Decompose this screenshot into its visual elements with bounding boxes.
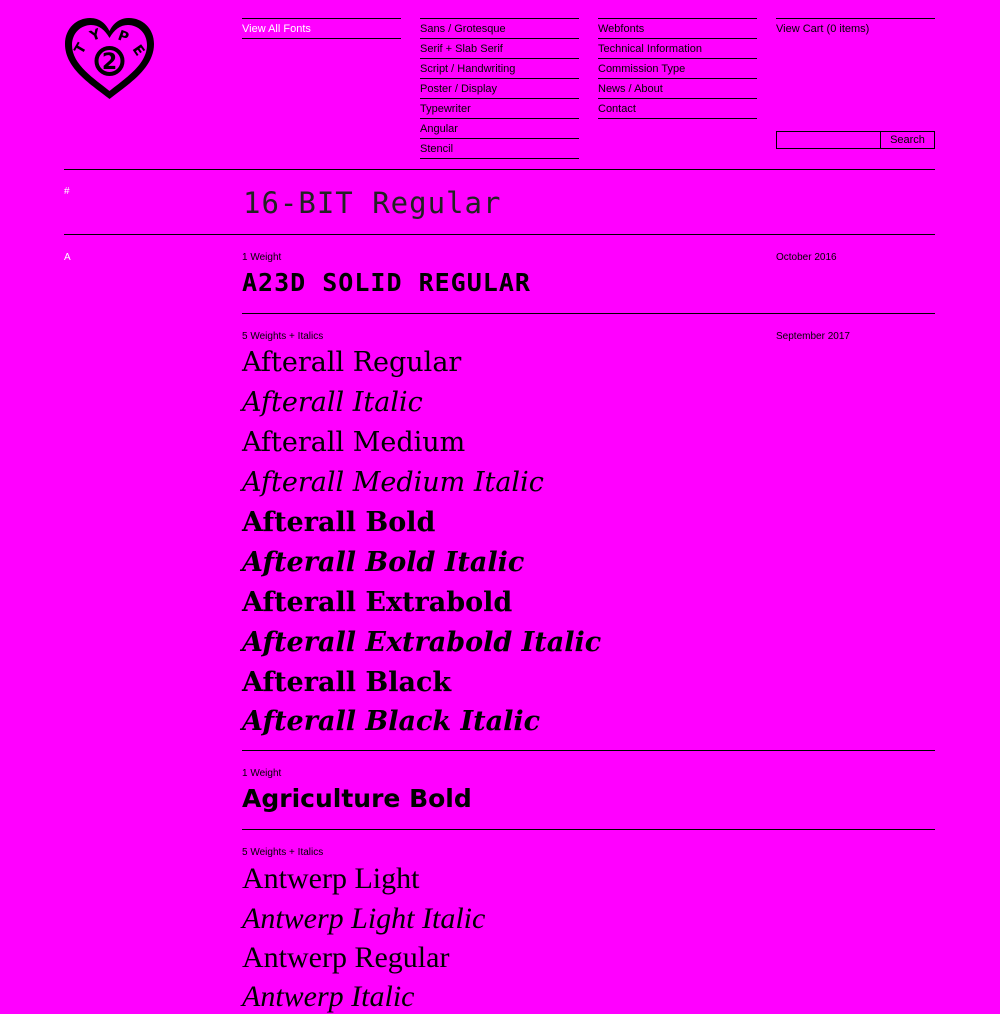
nav-item-typewriter[interactable]: Typewriter (420, 98, 579, 118)
font-featured-16-bit-regular[interactable]: 16-BIT Regular (243, 186, 502, 220)
nav-column-cart (776, 18, 935, 38)
nav-item-stencil[interactable]: Stencil (420, 138, 579, 159)
search-button[interactable]: Search (880, 131, 935, 149)
font-style-afterall-extrabold[interactable]: Afterall Extrabold (242, 587, 513, 618)
font-style-afterall-italic[interactable]: Afterall Italic (242, 387, 423, 418)
nav-item-webfonts[interactable]: Webfonts (598, 18, 757, 38)
font-style-antwerp-regular[interactable]: Antwerp Regular (242, 941, 450, 974)
divider (242, 829, 935, 830)
section-letter-hash: # (64, 186, 70, 197)
font-style-antwerp-light[interactable]: Antwerp Light (242, 862, 420, 895)
family-weights-label: 5 Weights + Italics (242, 847, 324, 858)
font-style-afterall-bold-italic[interactable]: Afterall Bold Italic (242, 547, 525, 578)
nav-column-categories (420, 18, 579, 159)
font-style-afterall-black-italic[interactable]: Afterall Black Italic (242, 706, 541, 737)
svg-text:E: E (128, 42, 148, 60)
nav-column-info (598, 18, 757, 119)
font-style-afterall-bold[interactable]: Afterall Bold (242, 507, 436, 538)
divider (64, 169, 935, 170)
nav-item-sans-grotesque[interactable]: Sans / Grotesque (420, 18, 579, 38)
font-style-afterall-regular[interactable]: Afterall Regular (242, 347, 462, 378)
nav-item-technical-information[interactable]: Technical Information (598, 38, 757, 58)
svg-text:Y: Y (87, 26, 103, 45)
nav-item-commission-type[interactable]: Commission Type (598, 58, 757, 78)
nav-item-poster-display[interactable]: Poster / Display (420, 78, 579, 98)
type-2-heart-logo-icon[interactable] (62, 15, 157, 103)
font-style-afterall-medium-italic[interactable]: Afterall Medium Italic (242, 467, 544, 498)
font-style-a23d-solid-regular[interactable]: A23D SOLID REGULAR (242, 268, 531, 297)
nav-item-script-handwriting[interactable]: Script / Handwriting (420, 58, 579, 78)
svg-text:T: T (71, 40, 91, 57)
font-style-afterall-extrabold-italic[interactable]: Afterall Extrabold Italic (242, 627, 602, 658)
nav-item-view-all-fonts[interactable]: View All Fonts (242, 18, 401, 39)
font-style-agriculture-bold[interactable]: Agriculture Bold (242, 784, 472, 813)
family-weights-label: 5 Weights + Italics (242, 331, 324, 342)
svg-text:P: P (115, 27, 131, 47)
nav-item-contact[interactable]: Contact (598, 98, 757, 119)
divider (242, 750, 935, 751)
nav-item-serif-slab-serif[interactable]: Serif + Slab Serif (420, 38, 579, 58)
font-style-afterall-medium[interactable]: Afterall Medium (242, 427, 466, 458)
nav-item-news-about[interactable]: News / About (598, 78, 757, 98)
search-form (776, 131, 935, 149)
divider (64, 234, 935, 235)
family-weights-label: 1 Weight (242, 768, 282, 779)
font-style-antwerp-light-italic[interactable]: Antwerp Light Italic (242, 902, 486, 935)
font-style-afterall-black[interactable]: Afterall Black (242, 667, 452, 698)
font-style-antwerp-italic[interactable]: Antwerp Italic (242, 980, 415, 1013)
svg-text:2: 2 (101, 50, 118, 75)
view-cart-link[interactable]: View Cart (0 items) (776, 18, 935, 38)
section-letter-a: A (64, 252, 71, 263)
family-weights-label: 1 Weight (242, 252, 282, 263)
divider (242, 313, 935, 314)
search-input[interactable] (776, 131, 880, 149)
family-release-date: October 2016 (776, 252, 837, 263)
family-release-date: September 2017 (776, 331, 850, 342)
nav-column-all (242, 18, 401, 39)
nav-item-angular[interactable]: Angular (420, 118, 579, 138)
